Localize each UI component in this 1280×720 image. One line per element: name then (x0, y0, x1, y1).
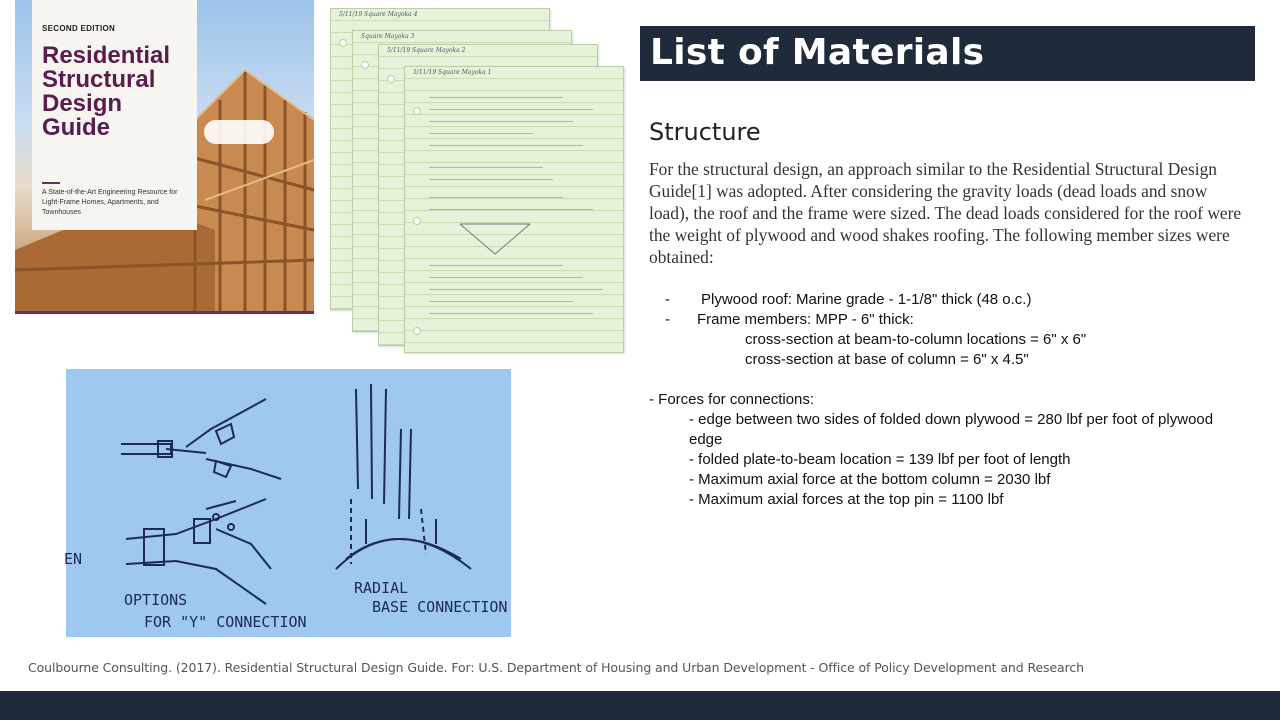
note-sheet-1 (404, 66, 624, 353)
punch-hole (413, 107, 421, 115)
sketch-label-radial: RADIAL (354, 579, 409, 597)
handwriting-line (429, 277, 583, 278)
handwriting-line (429, 109, 593, 110)
connection-sketch-image (66, 369, 511, 637)
structure-paragraph: For the structural design, an approach similar to the Residential Structural Design Guide[1] was adopted. After considering the gravity loads (dead loads and snow load), the roof and the frame were sized. The dead loads considered for the roof were the weight of plywood and wood shakes roofing. The following member sizes were obtained: (649, 159, 1242, 267)
force-item: - folded plate-to-beam location = 139 lbf per foot of length (689, 451, 1071, 468)
footer-bar (0, 691, 1280, 720)
book-subtitle: A State-of-the-Art Engineering Resource for Light-Frame Homes, Apartments, and Townhouses (42, 189, 178, 216)
list-item (649, 290, 1259, 310)
citation-text: Coulbourne Consulting. (2017). Residential Structural Design Guide. For: U.S. Department of Housing and Urban Development - Office of Policy Development and Research (28, 660, 1084, 675)
handwriting-line (429, 301, 573, 302)
cloud-shape (204, 120, 274, 144)
book-title: Residential Structural Design Guide (42, 42, 171, 141)
sketch-label-edge: EN (64, 550, 83, 568)
handwriting-line (429, 97, 563, 98)
sketch-label-base-connection: BASE CONNECTION (372, 598, 508, 616)
plywood-roof-item: Plywood roof: Marine grade - 1-1/8" thick (48 o.c.) (701, 291, 1032, 308)
handwriting-line (429, 121, 573, 122)
slide-title-bar (640, 26, 1255, 81)
truss-sketch (455, 219, 535, 259)
bullet-dash: - (665, 311, 670, 328)
force-item: - Maximum axial forces at the top pin = 1100 lbf (689, 491, 1004, 508)
note-header: 5/11/19 Square Mayoka 1 (413, 69, 492, 76)
handwriting-line (429, 133, 533, 134)
handwriting-line (429, 265, 563, 266)
force-item: - edge between two sides of folded down plywood = 280 lbf per foot of plywood edge (689, 411, 1214, 448)
book-cover-panel (32, 0, 197, 230)
handwriting-line (429, 209, 593, 210)
book-divider (42, 182, 60, 184)
punch-hole (339, 39, 347, 47)
frame-members-item: Frame members: MPP - 6" thick: (697, 311, 914, 328)
note-header: 5/11/19 Square Mayoka 4 (339, 11, 418, 18)
book-cover-image (15, 0, 314, 314)
forces-heading: - Forces for connections: (649, 391, 815, 408)
punch-hole (361, 61, 369, 69)
sketch-label-options: OPTIONS (124, 591, 188, 609)
handwriting-line (429, 197, 563, 198)
sketch-label-y-connection: FOR "Y" CONNECTION (144, 613, 307, 631)
punch-hole (413, 327, 421, 335)
force-item: - Maximum axial force at the bottom column = 2030 lbf (689, 471, 1051, 488)
slide-title: List of Materials (650, 32, 985, 73)
handwriting-line (429, 145, 583, 146)
note-header: 5/11/19 Square Mayoka 2 (387, 47, 466, 54)
punch-hole (413, 217, 421, 225)
handwriting-line (429, 313, 593, 314)
note-header: Square Mayoka 3 (361, 33, 415, 40)
section-heading: Structure (649, 118, 761, 146)
hand-calculation-notes (330, 8, 625, 353)
punch-hole (387, 75, 395, 83)
handwriting-line (429, 179, 553, 180)
materials-list (649, 290, 1259, 510)
book-edition: SECOND EDITION (42, 24, 116, 33)
list-spacer (649, 370, 1259, 390)
bullet-dash: - (665, 291, 670, 308)
frame-subitem-beam-column: cross-section at beam-to-column locations = 6" x 6" (745, 331, 1087, 348)
handwriting-line (429, 289, 603, 290)
frame-subitem-base-column: cross-section at base of column = 6" x 4.5" (745, 351, 1029, 368)
list-item (649, 310, 1259, 330)
handwriting-line (429, 167, 543, 168)
